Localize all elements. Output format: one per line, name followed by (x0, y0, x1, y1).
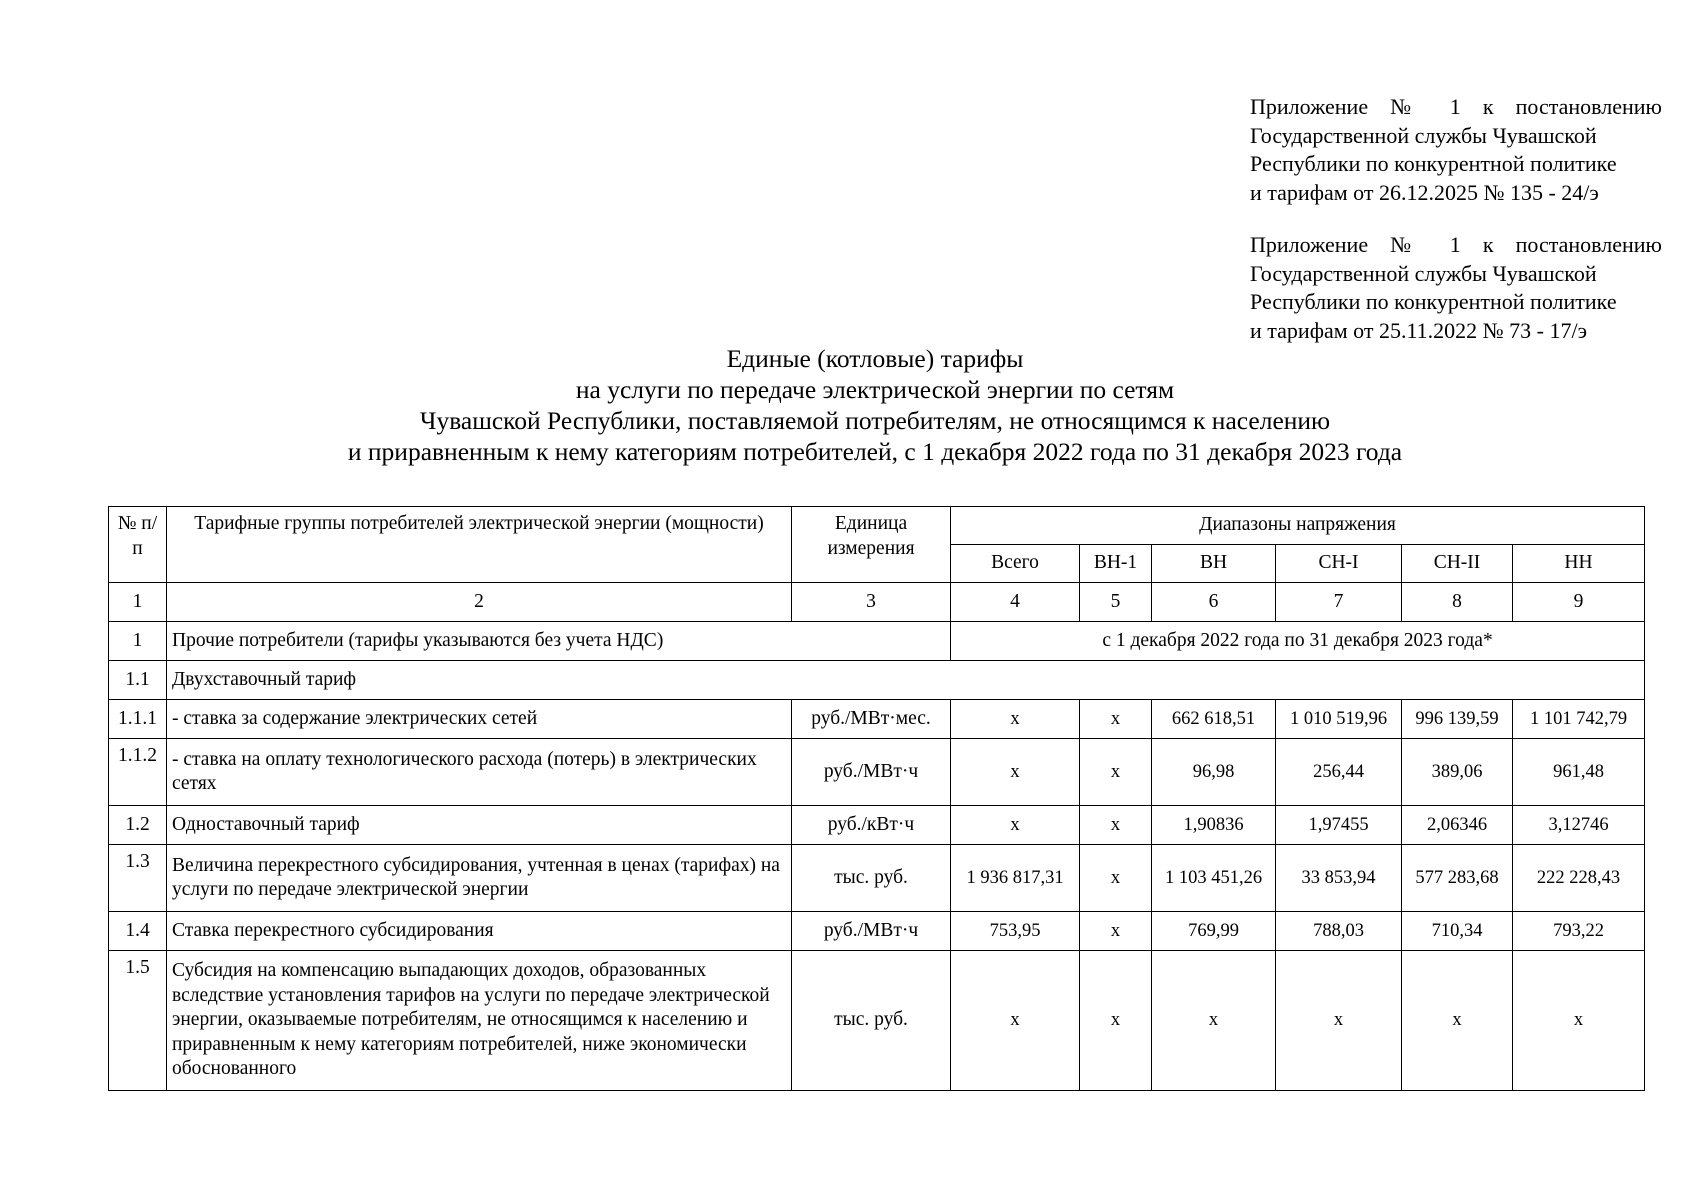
row-unit: руб./МВт·мес. (792, 700, 951, 739)
annex-line: и тарифам от 25.11.2022 № 73 - 17/э (1250, 317, 1588, 343)
row-value: х (1080, 700, 1152, 739)
row-value: 256,44 (1276, 739, 1402, 806)
tariff-table (108, 506, 1645, 1091)
row-label: Величина перекрестного субсидирования, учтенная в ценах (тарифах) на услуги по передаче электрической энергии (167, 845, 792, 912)
column-index: 2 (167, 583, 792, 622)
column-index: 4 (951, 583, 1080, 622)
row-unit: руб./МВт·ч (792, 739, 951, 806)
row-value: х (1080, 951, 1152, 1091)
annex-line: Государственной службы Чувашской (1250, 260, 1597, 286)
table-row (109, 700, 1645, 739)
header-col-vn: ВН (1152, 545, 1276, 583)
row-value: х (1080, 912, 1152, 951)
table-row (109, 912, 1645, 951)
annex-line: Республики по конкурентной политике (1250, 289, 1617, 314)
row-value: 96,98 (1152, 739, 1276, 806)
row-value: х (1513, 951, 1645, 1091)
header-col-total: Всего (951, 545, 1080, 583)
table-row (109, 806, 1645, 845)
row-unit: тыс. руб. (792, 951, 951, 1091)
annex-original-reference (1250, 231, 1662, 345)
title-line: Чувашской Республики, поставляемой потребителям, не относящимся к населению (419, 406, 1331, 435)
row-label: Одноставочный тариф (167, 806, 792, 845)
row-value: 577 283,68 (1402, 845, 1513, 912)
row-value: 1,97455 (1276, 806, 1402, 845)
row-unit: руб./кВт·ч (792, 806, 951, 845)
row-value: 2,06346 (1402, 806, 1513, 845)
header-num: № п/п (109, 507, 167, 583)
header-col-sn1: СН-I (1276, 545, 1402, 583)
row-value: 961,48 (1513, 739, 1645, 806)
row-num: 1.5 (109, 951, 167, 1091)
header-groups: Тарифные группы потребителей электрической энергии (мощности) (167, 507, 792, 583)
annex-current-reference (1250, 93, 1662, 207)
row-value: 33 853,94 (1276, 845, 1402, 912)
row-value: 3,12746 (1513, 806, 1645, 845)
annex-line: Республики по конкурентной политике (1250, 151, 1617, 176)
row-value: х (1080, 806, 1152, 845)
row-value: х (1152, 951, 1276, 1091)
header-col-sn2: СН-II (1402, 545, 1513, 583)
title-line: и приравненным к нему категориям потребителей, с 1 декабря 2022 года по 31 декабря 2023 года (347, 437, 1403, 466)
subsection-label: Двухставочный тариф (167, 661, 1645, 700)
row-value: 1 010 519,96 (1276, 700, 1402, 739)
row-value: 662 618,51 (1152, 700, 1276, 739)
column-index: 5 (1080, 583, 1152, 622)
row-value: 793,22 (1513, 912, 1645, 951)
column-index: 8 (1402, 583, 1513, 622)
row-label: Субсидия на компенсацию выпадающих доходов, образованных вследствие установления тарифов на услуги по передаче электрической энергии, оказываемые потребителям, не относящимся к населению и приравненным к нему категориям потребителей, ниже экономически обоснованного (167, 951, 792, 1091)
header-unit: Единица измерения (792, 507, 951, 583)
header-col-vn1: ВН-1 (1080, 545, 1152, 583)
row-num: 1.1 (109, 661, 167, 700)
row-num: 1 (109, 622, 167, 661)
row-label: - ставка на оплату технологического расхода (потерь) в электрических сетях (167, 739, 792, 806)
row-value: 710,34 (1402, 912, 1513, 951)
row-num: 1.1.2 (109, 739, 167, 806)
row-value: 769,99 (1152, 912, 1276, 951)
section-period: с 1 декабря 2022 года по 31 декабря 2023 года* (951, 622, 1645, 661)
row-value: 1 936 817,31 (951, 845, 1080, 912)
table-row (109, 845, 1645, 912)
column-index: 1 (109, 583, 167, 622)
row-label: - ставка за содержание электрических сетей (167, 700, 792, 739)
row-value: 222 228,43 (1513, 845, 1645, 912)
document-title (200, 343, 1550, 467)
row-value: х (951, 700, 1080, 739)
section-label: Прочие потребители (тарифы указываются без учета НДС) (167, 622, 951, 661)
annex-line: Государственной службы Чувашской (1250, 122, 1597, 148)
row-value: х (951, 951, 1080, 1091)
annex-line: Приложение № 1 к постановлению (1250, 232, 1662, 257)
column-index: 7 (1276, 583, 1402, 622)
row-value: 1,90836 (1152, 806, 1276, 845)
table-row (109, 951, 1645, 1091)
row-value: 1 103 451,26 (1152, 845, 1276, 912)
subsection-row (109, 661, 1645, 700)
table-row (109, 739, 1645, 806)
row-value: х (1080, 739, 1152, 806)
row-value: х (951, 739, 1080, 806)
table-header-row (109, 507, 1645, 545)
row-num: 1.4 (109, 912, 167, 951)
section-row (109, 622, 1645, 661)
column-index: 9 (1513, 583, 1645, 622)
header-col-nn: НН (1513, 545, 1645, 583)
column-index-row (109, 583, 1645, 622)
row-label: Ставка перекрестного субсидирования (167, 912, 792, 951)
annex-line: и тарифам от 26.12.2025 № 135 - 24/э (1250, 179, 1599, 205)
annex-line: Приложение № 1 к постановлению (1250, 94, 1662, 119)
row-num: 1.1.1 (109, 700, 167, 739)
row-value: х (951, 806, 1080, 845)
row-num: 1.3 (109, 845, 167, 912)
row-value: х (1402, 951, 1513, 1091)
column-index: 3 (792, 583, 951, 622)
row-unit: руб./МВт·ч (792, 912, 951, 951)
row-value: 753,95 (951, 912, 1080, 951)
row-unit: тыс. руб. (792, 845, 951, 912)
column-index: 6 (1152, 583, 1276, 622)
title-line: Единые (котловые) тарифы (726, 344, 1024, 373)
row-value: 1 101 742,79 (1513, 700, 1645, 739)
row-value: 996 139,59 (1402, 700, 1513, 739)
row-num: 1.2 (109, 806, 167, 845)
row-value: х (1276, 951, 1402, 1091)
header-voltage-ranges: Диапазоны напряжения (951, 507, 1645, 545)
row-value: 389,06 (1402, 739, 1513, 806)
row-value: 788,03 (1276, 912, 1402, 951)
row-value: х (1080, 845, 1152, 912)
title-line: на услуги по передаче электрической энергии по сетям (575, 375, 1175, 404)
